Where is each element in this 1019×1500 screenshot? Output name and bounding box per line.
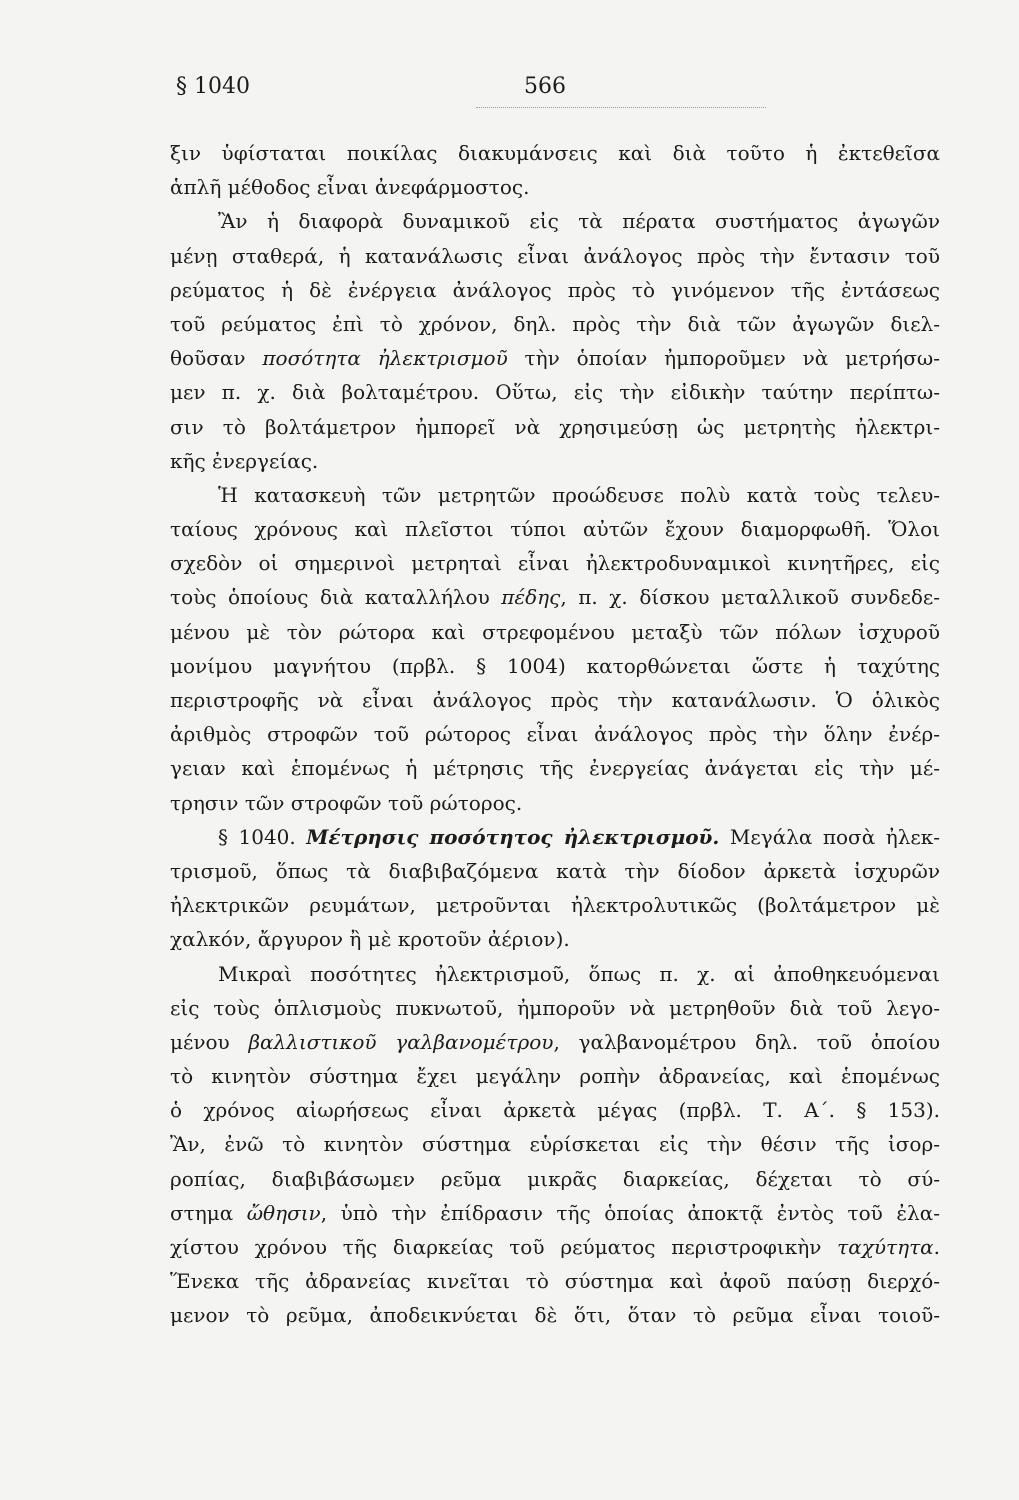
emphasis-text: βαλλιστικοῦ γαλβανομέτρου: [248, 1029, 554, 1054]
text-line: ἁπλῆ μέθοδος εἶναι ἀνεφάρμοστος.: [170, 175, 530, 200]
text-line: κῆς ἐνεργείας.: [170, 448, 319, 473]
section-title: Μέτρησις ποσότητος ἠλεκτρισμοῦ.: [306, 824, 720, 849]
paragraph-start-line: Μικραὶ ποσότητες ἠλεκτρισμοῦ, ὅπως π. χ. αἱ ἀποθηκευόμεναι: [218, 961, 940, 986]
text-line: ξιν ὑφίσταται ποικίλας διακυμάνσεις καὶ διὰ τοῦτο ἡ ἐκτεθεῖσα: [170, 141, 940, 165]
header-rule: [476, 107, 766, 108]
paragraph-start-line: Ἂν ἡ διαφορὰ δυναμικοῦ εἰς τὰ πέρατα συστήματος ἀγωγῶν: [218, 209, 940, 234]
text-line: θοῦσαν ποσότητα ἠλεκτρισμοῦ τὴν ὁποίαν ἠμποροῦμεν νὰ μετρήσω-: [170, 346, 940, 371]
text-line: τρησιν τῶν στροφῶν τοῦ ρώτορος.: [170, 790, 523, 815]
text-line: ταίους χρόνους καὶ πλεῖστοι τύποι αὐτῶν ἔχουν διαμορφωθῆ. Ὅλοι: [170, 517, 940, 542]
emphasis-text: ὤθησιν: [246, 1200, 321, 1225]
text-line: μεν π. χ. διὰ βολταμέτρου. Οὕτω, εἰς τὴν εἰδικὴν ταύτην περίπτω-: [170, 380, 940, 405]
text-line: τρισμοῦ, ὅπως τὰ διαβιβαζόμενα κατὰ τὴν δίοδον ἀρκετὰ ἰσχυρῶν: [170, 858, 940, 883]
text-line: εἰς τοὺς ὁπλισμοὺς πυκνωτοῦ, ἠμποροῦν νὰ μετρηθοῦν διὰ τοῦ λεγο-: [170, 995, 940, 1020]
text-line: μένῃ σταθερά, ἡ κατανάλωσις εἶναι ἀνάλογος πρὸς τὴν ἔντασιν τοῦ: [170, 243, 940, 268]
text-line: ροπίας, διαβιβάσωμεν ρεῦμα μικρᾶς διαρκείας, δέχεται τὸ σύ-: [170, 1166, 940, 1191]
page-header: [176, 74, 936, 104]
text-line: περιστροφῆς νὰ εἶναι ἀνάλογος πρὸς τὴν κατανάλωσιν. Ὁ ὁλικὸς: [170, 688, 940, 712]
section-heading-line: § 1040. Μέτρησις ποσότητος ἠλεκτρισμοῦ. Μεγάλα ποσὰ ἠλεκ-: [218, 824, 940, 849]
text-line: μενον τὸ ρεῦμα, ἀποδεικνύεται δὲ ὅτι, ὅταν τὸ ρεῦμα εἶναι τοιοῦ-: [170, 1303, 940, 1328]
text-line: στημα ὤθησιν, ὑπὸ τὴν ἐπίδρασιν τῆς ὁποίας ἀποκτᾷ ἐντὸς τοῦ ἐλα-: [170, 1200, 940, 1225]
text-line: Ἂν, ἐνῶ τὸ κινητὸν σύστημα εὑρίσκεται εἰς τὴν θέσιν τῆς ἰσορ-: [170, 1132, 940, 1157]
body-text: [170, 136, 940, 1333]
paragraph-start-line: Ἡ κατασκευὴ τῶν μετρητῶν προώδευσε πολὺ κατὰ τοὺς τελευ-: [218, 482, 940, 507]
text-line: Ἕνεκα τῆς ἀδρανείας κινεῖται τὸ σύστημα καὶ ἀφοῦ παύσῃ διερχό-: [170, 1269, 940, 1294]
text-line: σιν τὸ βολτάμετρον ἠμπορεῖ νὰ χρησιμεύσῃ ὡς μετρητὴς ἠλεκτρι-: [170, 414, 940, 439]
page-number: 566: [524, 74, 566, 99]
text-line: τοὺς ὁποίους διὰ καταλλήλου πέδης, π. χ. δίσκου μεταλλικοῦ συνδεδε-: [170, 585, 940, 610]
emphasis-text: πέδης: [501, 585, 561, 610]
text-line: χαλκόν, ἄργυρον ἢ μὲ κροτοῦν ἀέριον).: [170, 927, 570, 952]
emphasis-text: ταχύτητα: [837, 1235, 934, 1259]
text-line: ὁ χρόνος αἰωρήσεως εἶναι ἀρκετὰ μέγας (πρβλ. Τ. Α΄. § 153).: [170, 1098, 940, 1123]
text-line: ἠλεκτρικῶν ρευμάτων, μετροῦνται ἠλεκτρολυτικῶς (βολτάμετρον μὲ: [170, 893, 940, 918]
text-line: γειαν καὶ ἑπομένως ἡ μέτρησις τῆς ἐνεργείας ἀνάγεται εἰς τὴν μέ-: [170, 756, 940, 781]
text-line: ἀριθμὸς στροφῶν τοῦ ρώτορος εἶναι ἀνάλογος πρὸς τὴν ὅλην ἐνέρ-: [170, 722, 940, 747]
text-line: μονίμου μαγνήτου (πρβλ. § 1004) κατορθώνεται ὥστε ἡ ταχύτης: [170, 653, 940, 678]
text-line: μένου βαλλιστικοῦ γαλβανομέτρου, γαλβανομέτρου δηλ. τοῦ ὁποίου: [170, 1029, 940, 1054]
text-line: χίστου χρόνου τῆς διαρκείας τοῦ ρεύματος περιστροφικὴν ταχύτητα.: [170, 1235, 940, 1259]
emphasis-text: ποσότητα ἠλεκτρισμοῦ: [262, 346, 508, 371]
text-line: σχεδὸν οἱ σημερινοὶ μετρηταὶ εἶναι ἠλεκτροδυναμικοὶ κινητῆρες, εἰς: [170, 551, 940, 576]
text-line: ρεύματος ἡ δὲ ἐνέργεια ἀνάλογος πρὸς τὸ γινόμενον τῆς ἐντάσεως: [170, 277, 940, 302]
text-line: τὸ κινητὸν σύστημα ἔχει μεγάλην ροπὴν ἀδρανείας, καὶ ἑπομένως: [170, 1064, 940, 1089]
text-line: τοῦ ρεύματος ἐπὶ τὸ χρόνον, δηλ. πρὸς τὴν διὰ τῶν ἀγωγῶν διελ-: [170, 311, 940, 336]
running-section-number: § 1040: [176, 74, 250, 99]
text-line: μένου μὲ τὸν ρώτορα καὶ στρεφομένου μεταξὺ τῶν πόλων ἰσχυροῦ: [170, 619, 940, 644]
